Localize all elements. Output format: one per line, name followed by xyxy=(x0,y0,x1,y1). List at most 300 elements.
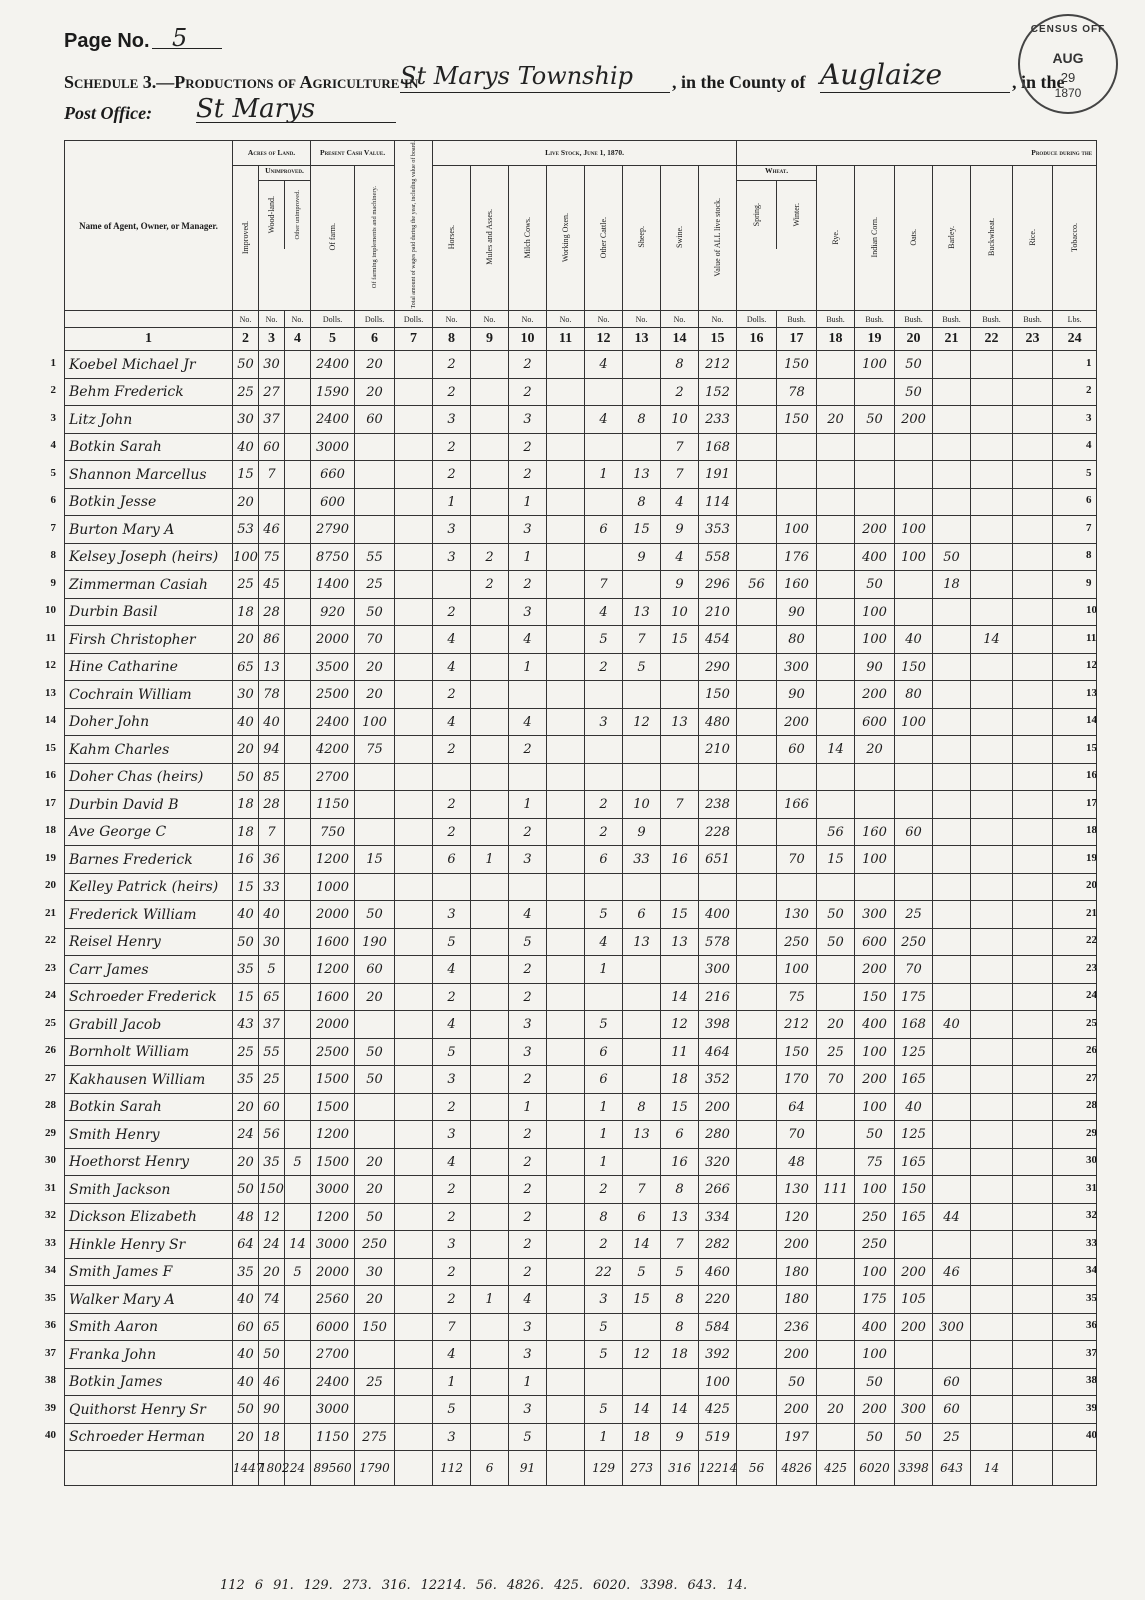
cell: 40 xyxy=(233,1368,259,1396)
cell: 15 xyxy=(233,983,259,1011)
cell: 20 xyxy=(233,488,259,516)
cell: 50 xyxy=(855,571,895,599)
cell: 175 xyxy=(895,983,933,1011)
cell xyxy=(933,956,971,984)
cell xyxy=(737,901,777,929)
cell: 14 xyxy=(971,626,1013,654)
cell xyxy=(547,406,585,434)
unimproved-group: Unimproved. Wood-land. Other unimproved. xyxy=(259,165,311,311)
cell xyxy=(471,1176,509,1204)
col-swine: Swine. xyxy=(661,165,699,311)
cell: 2 xyxy=(585,818,623,846)
cell: 1 xyxy=(433,488,471,516)
cell xyxy=(737,488,777,516)
cell xyxy=(737,433,777,461)
cell xyxy=(737,1423,777,1451)
col-woodland: Wood-land. xyxy=(259,181,285,249)
cell: 1150 xyxy=(311,791,355,819)
cell: 80 xyxy=(895,681,933,709)
cell xyxy=(817,1203,855,1231)
cell: 1500 xyxy=(311,1066,355,1094)
page-header xyxy=(0,0,1145,140)
cell: 6 xyxy=(585,516,623,544)
township-line xyxy=(400,92,670,93)
cell xyxy=(971,406,1013,434)
wages-header: Total amount of wages paid during the year, including value of board. xyxy=(395,141,433,311)
acres-header: Acres of Land. xyxy=(233,141,311,166)
cell: 16 xyxy=(233,846,259,874)
cell xyxy=(971,763,1013,791)
cell: 20 xyxy=(233,1148,259,1176)
table-row xyxy=(65,1093,1097,1121)
cell xyxy=(285,626,311,654)
cell xyxy=(395,1313,433,1341)
cell: 2 xyxy=(509,351,547,379)
post-office-label: Post Office: xyxy=(64,103,153,123)
cell: 2000 xyxy=(311,626,355,654)
cell: 35 xyxy=(233,1258,259,1286)
cell: 25 xyxy=(233,378,259,406)
cell: 2 xyxy=(433,351,471,379)
cell xyxy=(817,351,855,379)
cell xyxy=(895,846,933,874)
cell xyxy=(737,846,777,874)
cell: 5 xyxy=(285,1258,311,1286)
cell: 30 xyxy=(259,928,285,956)
cell xyxy=(661,736,699,764)
cell xyxy=(355,1341,395,1369)
cell: 8 xyxy=(661,1176,699,1204)
cell xyxy=(699,873,737,901)
cell xyxy=(971,1038,1013,1066)
cell xyxy=(285,1423,311,1451)
line-number: 32 xyxy=(45,1209,56,1222)
cell xyxy=(737,1396,777,1424)
cash-value-header: Present Cash Value. xyxy=(311,141,395,166)
cell xyxy=(933,351,971,379)
cell: 3 xyxy=(509,1038,547,1066)
cell: 4 xyxy=(433,708,471,736)
cell xyxy=(395,1396,433,1424)
cell xyxy=(471,598,509,626)
cell: 60 xyxy=(895,818,933,846)
cell: 55 xyxy=(355,543,395,571)
bottom-total: 129. xyxy=(303,1578,333,1593)
cell xyxy=(737,818,777,846)
cell: 2 xyxy=(509,983,547,1011)
cell: 250 xyxy=(855,1203,895,1231)
table-row xyxy=(65,571,1097,599)
cell xyxy=(817,1368,855,1396)
cell: 20 xyxy=(355,351,395,379)
cell: 11 xyxy=(661,1038,699,1066)
cell: 70 xyxy=(777,1121,817,1149)
cell xyxy=(547,1341,585,1369)
cell: 100 xyxy=(855,1176,895,1204)
cell xyxy=(285,763,311,791)
cell: 80 xyxy=(777,626,817,654)
cell xyxy=(737,1011,777,1039)
cell xyxy=(777,488,817,516)
cell xyxy=(285,1066,311,1094)
cell: 12 xyxy=(259,1203,285,1231)
cell: 33 xyxy=(623,846,661,874)
cell xyxy=(933,736,971,764)
cell: 2 xyxy=(433,681,471,709)
cell xyxy=(817,1093,855,1121)
cell: 25 xyxy=(895,901,933,929)
owner-name: Kelley Patrick (heirs) xyxy=(65,873,233,901)
cell xyxy=(661,681,699,709)
cell xyxy=(285,956,311,984)
cell xyxy=(547,791,585,819)
cell: 100 xyxy=(855,351,895,379)
cell: 40 xyxy=(233,1341,259,1369)
cell: 200 xyxy=(855,1396,895,1424)
cell xyxy=(895,1368,933,1396)
cell xyxy=(777,433,817,461)
cell xyxy=(547,598,585,626)
cell: 60 xyxy=(933,1368,971,1396)
table-row xyxy=(65,461,1097,489)
cell xyxy=(395,928,433,956)
cell: 216 xyxy=(699,983,737,1011)
line-number: 31 xyxy=(1086,1181,1097,1194)
cell xyxy=(1013,1231,1053,1259)
col-rye: Rye. xyxy=(817,165,855,311)
cell: 5 xyxy=(585,1396,623,1424)
cell xyxy=(817,956,855,984)
totals-label xyxy=(65,1451,233,1486)
cell: 27 xyxy=(259,378,285,406)
cell xyxy=(285,681,311,709)
table-row xyxy=(65,1066,1097,1094)
cell: 2500 xyxy=(311,681,355,709)
cell: 1 xyxy=(509,543,547,571)
cell xyxy=(395,1258,433,1286)
cell xyxy=(737,1038,777,1066)
table-row xyxy=(65,1396,1097,1424)
cell xyxy=(285,433,311,461)
cell xyxy=(471,378,509,406)
table-row xyxy=(65,1368,1097,1396)
cell xyxy=(623,378,661,406)
cell xyxy=(471,1258,509,1286)
cell xyxy=(817,983,855,1011)
col-name-header: Name of Agent, Owner, or Manager. xyxy=(65,141,233,311)
cell: 300 xyxy=(777,653,817,681)
cell xyxy=(547,516,585,544)
cell: 165 xyxy=(895,1203,933,1231)
cell xyxy=(547,901,585,929)
cell: 200 xyxy=(895,406,933,434)
line-number: 9 xyxy=(1086,576,1092,589)
table-row xyxy=(65,791,1097,819)
cell: 28 xyxy=(259,598,285,626)
cell xyxy=(623,956,661,984)
cell xyxy=(471,1341,509,1369)
cell: Bush. xyxy=(933,311,971,328)
cell: Dolls. xyxy=(737,311,777,328)
col-buckwheat: Buckwheat. xyxy=(971,165,1013,311)
cell xyxy=(661,873,699,901)
cell xyxy=(737,1258,777,1286)
cell xyxy=(971,598,1013,626)
cell: 20 xyxy=(355,1286,395,1314)
cell: 100 xyxy=(855,846,895,874)
col-improved: Improved. xyxy=(233,165,259,311)
cell: 1200 xyxy=(311,956,355,984)
cell: 200 xyxy=(777,1341,817,1369)
column-number: 12 xyxy=(585,328,623,351)
col-winter-wheat: Winter. xyxy=(792,203,802,227)
line-number: 21 xyxy=(45,906,56,919)
cell xyxy=(547,1423,585,1451)
cell: 20 xyxy=(355,681,395,709)
cell: 13 xyxy=(623,1121,661,1149)
cell xyxy=(817,433,855,461)
cell xyxy=(355,763,395,791)
cell xyxy=(895,1231,933,1259)
cell xyxy=(395,1231,433,1259)
cell: 2400 xyxy=(311,1368,355,1396)
cell: 50 xyxy=(355,1038,395,1066)
line-number: 27 xyxy=(1086,1071,1097,1084)
cell: 600 xyxy=(855,708,895,736)
cell xyxy=(895,433,933,461)
bottom-total: 112 xyxy=(220,1578,245,1593)
cell xyxy=(471,873,509,901)
cell: 100 xyxy=(855,1038,895,1066)
table-row xyxy=(65,681,1097,709)
cell: 197 xyxy=(777,1423,817,1451)
cell: 40 xyxy=(233,708,259,736)
cell xyxy=(471,653,509,681)
owner-name: Reisel Henry xyxy=(65,928,233,956)
cell: 170 xyxy=(777,1066,817,1094)
table-row xyxy=(65,1231,1097,1259)
cell: 1400 xyxy=(311,571,355,599)
cell: 8 xyxy=(623,406,661,434)
cell: 3 xyxy=(509,1313,547,1341)
line-number: 40 xyxy=(45,1429,56,1442)
cell: 40 xyxy=(895,626,933,654)
cell xyxy=(737,736,777,764)
census-office-stamp: CENSUS OFF AUG 29 1870 xyxy=(1018,14,1118,114)
line-number: 5 xyxy=(1086,466,1092,479)
cell xyxy=(737,1176,777,1204)
cell: 12214 xyxy=(699,1451,737,1486)
cell: 60 xyxy=(355,956,395,984)
line-number: 27 xyxy=(45,1071,56,1084)
cell xyxy=(1013,1148,1053,1176)
cell xyxy=(285,543,311,571)
cell xyxy=(547,626,585,654)
cell xyxy=(699,763,737,791)
cell: 60 xyxy=(777,736,817,764)
cell xyxy=(971,1286,1013,1314)
cell xyxy=(471,433,509,461)
cell xyxy=(355,1396,395,1424)
table-row xyxy=(65,488,1097,516)
cell xyxy=(737,1121,777,1149)
cell xyxy=(471,461,509,489)
col-horses: Horses. xyxy=(433,165,471,311)
cell: 425 xyxy=(817,1451,855,1486)
cell xyxy=(855,488,895,516)
cell: 212 xyxy=(699,351,737,379)
cell: 37 xyxy=(259,1011,285,1039)
cell: 70 xyxy=(895,956,933,984)
cell: 15 xyxy=(623,516,661,544)
table-row xyxy=(65,818,1097,846)
cell xyxy=(395,901,433,929)
cell: 3398 xyxy=(895,1451,933,1486)
cell xyxy=(471,1066,509,1094)
cell xyxy=(471,1203,509,1231)
col-barley: Barley. xyxy=(933,165,971,311)
cell: 320 xyxy=(699,1148,737,1176)
column-number: 21 xyxy=(933,328,971,351)
cell xyxy=(971,433,1013,461)
cell xyxy=(509,763,547,791)
cell: 56 xyxy=(737,1451,777,1486)
cell xyxy=(933,653,971,681)
cell xyxy=(623,763,661,791)
cell xyxy=(285,983,311,1011)
cell: 50 xyxy=(817,928,855,956)
cell: No. xyxy=(471,311,509,328)
cell xyxy=(855,873,895,901)
cell: 7 xyxy=(585,571,623,599)
cell: 48 xyxy=(233,1203,259,1231)
cell xyxy=(285,818,311,846)
cell xyxy=(585,681,623,709)
cell: 5 xyxy=(509,1423,547,1451)
line-number: 39 xyxy=(1086,1401,1097,1414)
table-row xyxy=(65,708,1097,736)
cell: 3 xyxy=(585,708,623,736)
cell: 1 xyxy=(509,791,547,819)
cell: 233 xyxy=(699,406,737,434)
cell xyxy=(355,433,395,461)
owner-name: Botkin Jesse xyxy=(65,488,233,516)
cell: 2 xyxy=(433,818,471,846)
cell: 353 xyxy=(699,516,737,544)
cell: 15 xyxy=(817,846,855,874)
line-number: 26 xyxy=(1086,1044,1097,1057)
cell: 191 xyxy=(699,461,737,489)
cell: 56 xyxy=(259,1121,285,1149)
cell xyxy=(971,1396,1013,1424)
cell: 7 xyxy=(661,461,699,489)
cell: 25 xyxy=(355,571,395,599)
table-row xyxy=(65,433,1097,461)
cell: 50 xyxy=(355,1066,395,1094)
cell xyxy=(623,1148,661,1176)
cell: 13 xyxy=(661,1203,699,1231)
cell: No. xyxy=(233,311,259,328)
cell: 7 xyxy=(623,626,661,654)
cell: 50 xyxy=(855,1368,895,1396)
cell: 44 xyxy=(933,1203,971,1231)
cell xyxy=(547,736,585,764)
township-value: St Marys Township xyxy=(400,62,633,90)
cell xyxy=(737,653,777,681)
cell: 12 xyxy=(623,1341,661,1369)
cell xyxy=(817,1423,855,1451)
cell: 4 xyxy=(433,1148,471,1176)
cell: 480 xyxy=(699,708,737,736)
cell xyxy=(971,1231,1013,1259)
cell xyxy=(547,1176,585,1204)
cell xyxy=(1013,846,1053,874)
cell: 50 xyxy=(895,1423,933,1451)
col-rice: Rice. xyxy=(1013,165,1053,311)
cell: 600 xyxy=(311,488,355,516)
table-row xyxy=(65,901,1097,929)
cell xyxy=(547,653,585,681)
cell: 6000 xyxy=(311,1313,355,1341)
cell xyxy=(285,901,311,929)
cell xyxy=(971,1176,1013,1204)
line-number: 29 xyxy=(1086,1126,1097,1139)
cell xyxy=(547,1203,585,1231)
cell: 50 xyxy=(355,1203,395,1231)
cell xyxy=(737,708,777,736)
cell: 50 xyxy=(817,901,855,929)
cell xyxy=(1013,626,1053,654)
cell: 14 xyxy=(971,1451,1013,1486)
cell xyxy=(1013,1038,1053,1066)
cell xyxy=(623,1368,661,1396)
cell: 5 xyxy=(661,1258,699,1286)
cell xyxy=(285,1368,311,1396)
cell: 300 xyxy=(855,901,895,929)
cell xyxy=(817,1148,855,1176)
cell xyxy=(471,1121,509,1149)
cell: 519 xyxy=(699,1423,737,1451)
cell: 236 xyxy=(777,1313,817,1341)
cell xyxy=(971,818,1013,846)
cell xyxy=(971,378,1013,406)
cell: 4 xyxy=(433,956,471,984)
cell: 50 xyxy=(895,378,933,406)
cell xyxy=(285,406,311,434)
cell: 200 xyxy=(699,1093,737,1121)
line-number: 11 xyxy=(45,631,56,644)
cell xyxy=(585,543,623,571)
cell xyxy=(395,378,433,406)
cell: 48 xyxy=(777,1148,817,1176)
cell: 35 xyxy=(233,1066,259,1094)
cell: 180 xyxy=(777,1258,817,1286)
cell xyxy=(395,983,433,1011)
table-row xyxy=(65,846,1097,874)
line-number: 37 xyxy=(45,1346,56,1359)
cell xyxy=(971,956,1013,984)
cell: 18 xyxy=(661,1341,699,1369)
cell xyxy=(355,1011,395,1039)
cell xyxy=(817,516,855,544)
cell: 6 xyxy=(433,846,471,874)
cell xyxy=(355,488,395,516)
cell xyxy=(1013,543,1053,571)
owner-name: Doher Chas (heirs) xyxy=(65,763,233,791)
cell xyxy=(737,1368,777,1396)
cell: Dolls. xyxy=(355,311,395,328)
cell xyxy=(585,1368,623,1396)
